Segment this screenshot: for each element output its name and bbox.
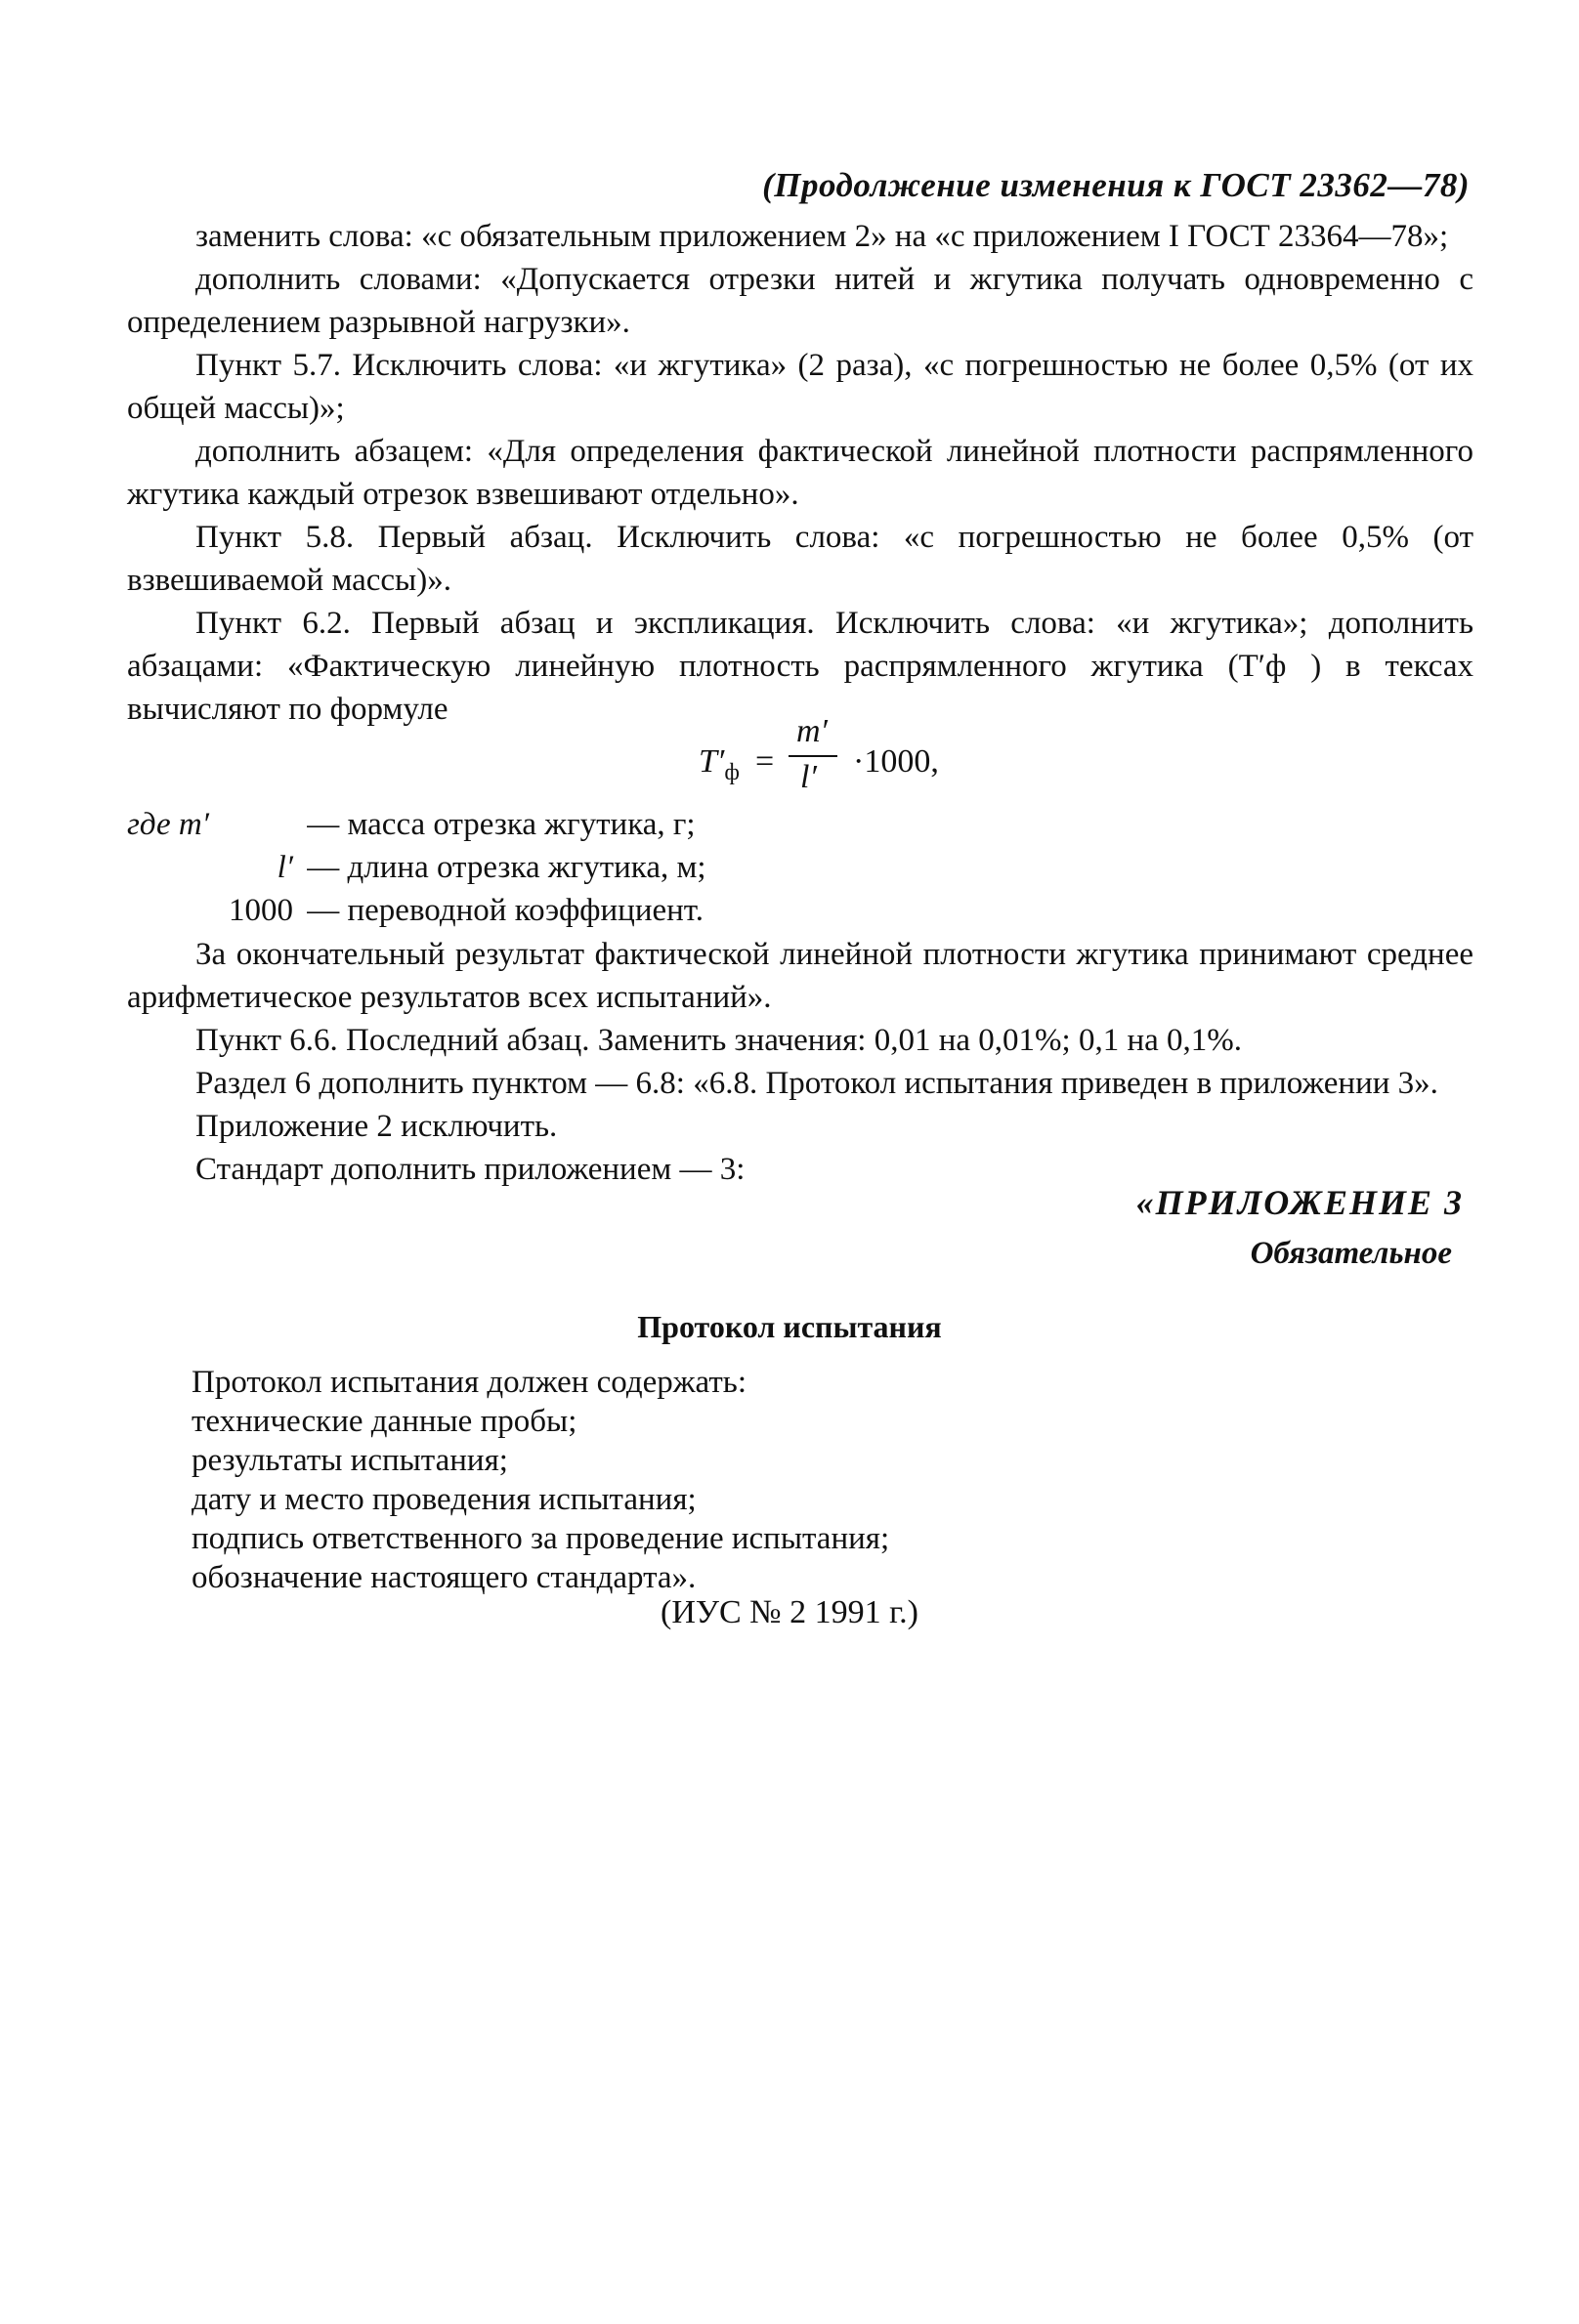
legend-description: — переводной коэффициент.	[307, 893, 704, 928]
formula-legend	[127, 803, 706, 932]
protocol-item: результаты испытания;	[192, 1443, 508, 1478]
paragraph: За окончательный результат фактической линейной плотности жгутика принимают среднее арифметическое результатов всех испытаний».	[127, 937, 1473, 1015]
paragraph: Пункт 5.8. Первый абзац. Исключить слова: «с погрешностью не более 0,5% (от взвешиваемой массы)».	[127, 520, 1473, 598]
formula-equals: =	[755, 743, 775, 780]
paragraph: Пункт 6.2. Первый абзац и экспликация. Исключить слова: «и жгутика»; дополнить абзацами: «Фактическую линейную плотность распрямленного жгутика (T′ф ) в тексах вычисляют по формуле	[127, 606, 1473, 727]
paragraph: Раздел 6 дополнить пунктом — 6.8: «6.8. Протокол испытания приведен в приложении 3».	[195, 1066, 1438, 1101]
formula-denominator: l′	[800, 759, 817, 795]
protocol-items	[192, 1363, 889, 1597]
protocol-item: технические данные пробы;	[192, 1404, 577, 1439]
amendment-text-top	[127, 215, 1473, 731]
paragraph: Стандарт дополнить приложением — 3:	[195, 1152, 746, 1187]
protocol-item: обозначение настоящего стандарта».	[192, 1560, 697, 1595]
paragraph: Пункт 6.6. Последний абзац. Заменить значения: 0,01 на 0,01%; 0,1 на 0,1%.	[195, 1023, 1242, 1058]
formula-multiplier: ·1000,	[853, 743, 939, 780]
legend-description: — длина отрезка жгутика, м;	[307, 850, 706, 885]
protocol-item: подпись ответственного за проведение испытания;	[192, 1521, 890, 1556]
protocol-item: дату и место проведения испытания;	[192, 1482, 697, 1517]
paragraph: дополнить абзацем: «Для определения фактической линейной плотности распрямленного жгутика каждый отрезок взвешивают отдельно».	[127, 434, 1473, 512]
appendix-subtitle: Обязательное	[1250, 1236, 1452, 1271]
protocol-item: Протокол испытания должен содержать:	[192, 1365, 747, 1400]
density-formula	[699, 713, 992, 816]
legend-row	[127, 846, 706, 889]
legend-row	[127, 889, 706, 932]
protocol-title: Протокол испытания	[637, 1309, 942, 1344]
paragraph: заменить слова: «с обязательным приложением 2» на «с приложением I ГОСТ 23364—78»;	[195, 219, 1449, 254]
paragraph: дополнить словами: «Допускается отрезки нитей и жгутика получать одновременно с определением разрывной нагрузки».	[127, 262, 1473, 340]
amendment-text-bottom	[127, 933, 1473, 1191]
legend-symbol: где m′	[127, 807, 209, 842]
legend-symbol: l′	[277, 850, 293, 885]
formula-lhs: $T'_ф$	[699, 743, 740, 785]
legend-description: — масса отрезка жгутика, г;	[307, 807, 696, 842]
legend-symbol: 1000	[229, 893, 293, 928]
continuation-header: (Продолжение изменения к ГОСТ 23362—78)	[762, 166, 1470, 204]
formula-numerator: m′	[796, 713, 828, 749]
fraction-bar	[789, 755, 837, 757]
appendix-title: «ПРИЛОЖЕНИЕ 3	[1135, 1183, 1464, 1222]
paragraph: Пункт 5.7. Исключить слова: «и жгутика» (2 раза), «с погрешностью не более 0,5% (от их общей массы)»;	[127, 348, 1473, 426]
paragraph: Приложение 2 исключить.	[195, 1109, 558, 1144]
source-reference: (ИУС № 2 1991 г.)	[661, 1594, 918, 1630]
legend-row	[127, 803, 706, 846]
